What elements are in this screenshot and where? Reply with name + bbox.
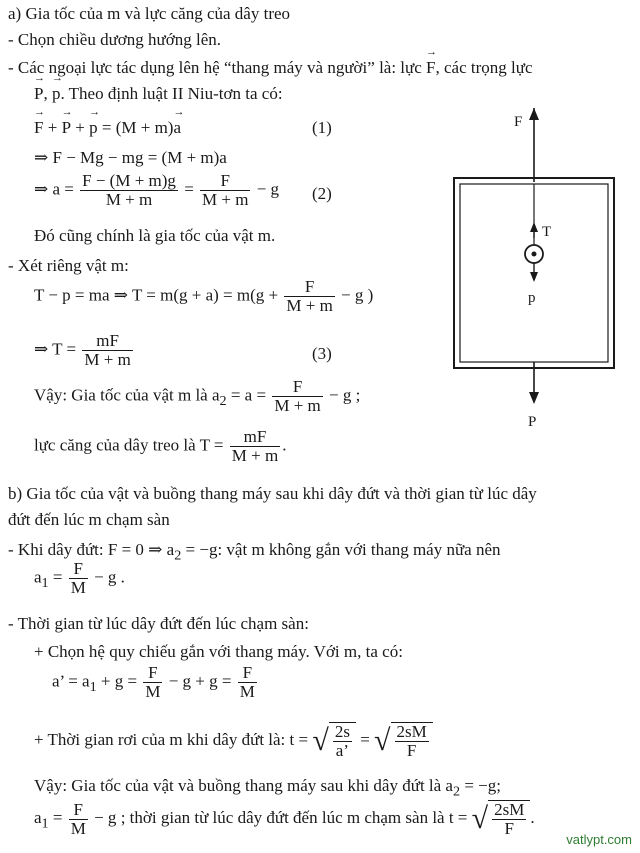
vector-p-symbol: → p xyxy=(52,84,61,104)
equation-3: ⇒ T = $\frac{mF}{M + m}$ xyxy=(34,331,131,369)
label-F: F xyxy=(514,114,523,130)
equation-2-label: (2) xyxy=(312,184,332,203)
tension-equation: T − p = ma ⇒ T = m(g + a) = m(g + $\frac{F}{M + m}$ − g ) xyxy=(34,277,374,315)
part-b-heading-2: đứt đến lúc m chạm sàn xyxy=(8,510,170,529)
thus-acceleration: Vậy: Gia tốc của vật m là $a_2 = a$ = $\frac{F}{M + m}$ − g ; xyxy=(34,377,361,415)
relative-acc-equation: a’ = $a_1 + g$ = $\frac{F}{M}$ − g + g = $\frac{F}{M}$ xyxy=(52,663,255,701)
weight-p-arrowhead xyxy=(530,272,538,282)
elevator-figure xyxy=(446,108,626,438)
thus-tension: lực căng của dây treo là T = $\frac{mF}{M + m}$ . xyxy=(34,427,287,465)
vector-P-symbol: → P xyxy=(34,84,43,104)
consider-m-line: - Xét riêng vật m: xyxy=(8,256,129,275)
mass-m-center xyxy=(532,252,537,257)
tension-T-arrowhead xyxy=(530,222,538,232)
also-acc-line: Đó cũng chính là gia tốc của vật m. xyxy=(34,226,276,245)
label-T: T xyxy=(542,224,552,240)
equation-2: ⇒ a = $\frac{F - (M + m)g}{M + m}$ = $\frac{F}{M + m}$ − g xyxy=(34,171,280,209)
equation-1: → F + → P + → p = (M + m)→ a xyxy=(34,118,181,138)
vector-F-symbol: → F xyxy=(426,58,435,78)
external-forces-text-b: , các trọng lực xyxy=(435,58,533,77)
equation-3-label: (3) xyxy=(312,344,332,363)
label-p: p xyxy=(528,290,536,306)
choose-direction-line: - Chọn chiều dương hướng lên. xyxy=(8,30,221,49)
choose-frame-line: + Chọn hệ quy chiếu gắn với thang máy. Với m, ta có: xyxy=(34,642,403,661)
equation-1-label: (1) xyxy=(312,118,332,137)
when-break-line: - Khi dây đứt: F = 0 ⇒ $a_2 = -g$: vật m không gắn với thang máy nữa nên xyxy=(8,540,501,564)
external-forces-text: - Các ngoại lực tác dụng lên hệ “thang máy và người” là: lực xyxy=(8,58,422,77)
conclusion-line-2: $a_1$ = $\frac{F}{M}$ − g ; thời gian từ lúc dây đứt đến lúc m chạm sàn là t = √ $\frac{2sM}{F}$ . xyxy=(34,799,535,838)
time-heading-line: - Thời gian từ lúc dây đứt đến lúc chạm sàn: xyxy=(8,614,309,633)
fall-time-line: + Thời gian rơi của m khi dây đứt là: t = √ $\frac{2s}{a’}$ = √ $\frac{2sM}{F}$ xyxy=(34,722,433,760)
a1-equation: $a_1$ = $\frac{F}{M}$ − g . xyxy=(34,559,125,597)
external-forces-line-2: → P, → p. Theo định luật II Niu-tơn ta có: xyxy=(34,84,283,104)
watermark: vatlypt.com xyxy=(566,832,632,847)
force-F-arrowhead xyxy=(529,108,539,120)
part-b-heading-1: b) Gia tốc của vật và buồng thang máy sau khi dây đứt và thời gian từ lúc dây xyxy=(8,484,537,503)
equation-step-2: ⇒ F − Mg − mg = (M + m)a xyxy=(34,148,227,167)
external-forces-text-2: . Theo định luật II Niu-tơn ta có: xyxy=(60,84,283,103)
part-a-heading: a) Gia tốc của m và lực căng của dây treo xyxy=(8,4,291,23)
label-P: P xyxy=(528,414,537,430)
weight-P-arrowhead xyxy=(529,392,539,404)
conclusion-line-1: Vậy: Gia tốc của vật và buồng thang máy sau khi dây đứt là $a_2 = -g$; xyxy=(34,776,501,800)
external-forces-line-1 xyxy=(8,58,533,78)
